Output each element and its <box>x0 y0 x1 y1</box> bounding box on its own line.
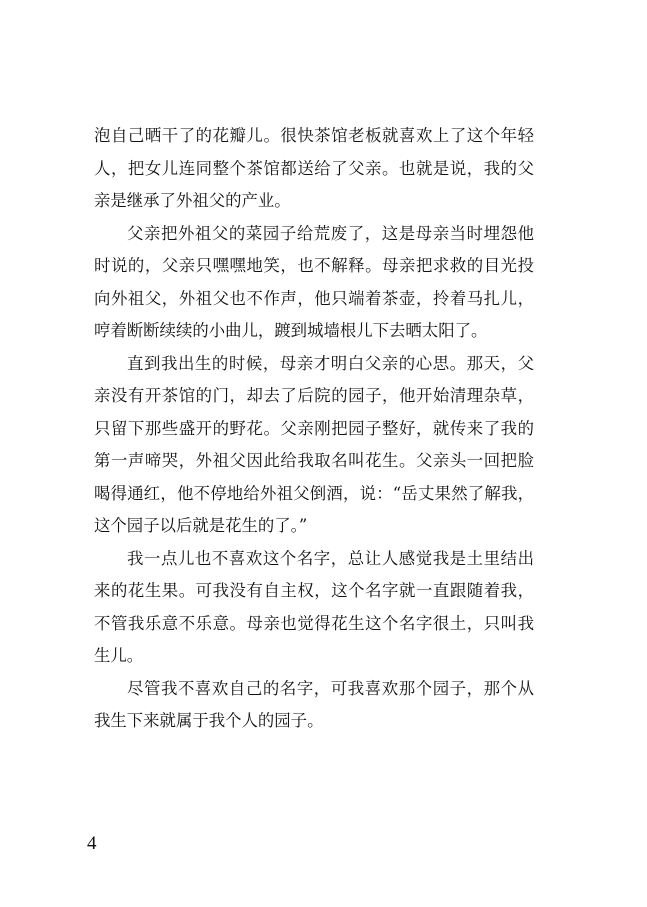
text-line: 这个园子以后就是花生的了。” <box>94 516 308 535</box>
text-line: 向外祖父，外祖父也不作声，他只端着茶壶，拎着马扎儿， <box>94 288 534 308</box>
text-line: 亲是继承了外祖父的产业。 <box>94 191 291 210</box>
text-line: 尽管我不喜欢自己的名字，可我喜欢那个园子，那个从 <box>127 678 534 698</box>
text-line: 亲没有开茶馆的门，却去了后院的园子，他开始清理杂草， <box>94 386 534 405</box>
body-text <box>94 120 534 738</box>
text-line: 不管我乐意不乐意。母亲也觉得花生这个名字很土，只叫我 <box>94 613 534 633</box>
text-line: 哼着断断续续的小曲儿，踱到城墙根儿下去晒太阳了。 <box>94 321 488 340</box>
text-line: 泡自己晒干了的花瓣儿。很快茶馆老板就喜欢上了这个年轻 <box>94 126 534 145</box>
text-line: 我一点儿也不喜欢这个名字，总让人感觉我是土里结出 <box>127 548 534 568</box>
text-line: 生儿。 <box>94 646 144 665</box>
page-number: 4 <box>87 833 97 854</box>
text-line: 我生下来就属于我个人的园子。 <box>94 711 324 730</box>
text-line: 来的花生果。可我没有自主权，这个名字就一直跟随着我， <box>94 581 534 600</box>
text-line: 直到我出生的时候，母亲才明白父亲的心思。那天，父 <box>127 353 534 373</box>
text-line: 第一声啼哭，外祖父因此给我取名叫花生。父亲头一回把脸 <box>94 451 534 470</box>
text-line: 喝得通红，他不停地给外祖父倒酒，说：“岳丈果然了解我， <box>94 483 534 503</box>
text-line: 时说的，父亲只嘿嘿地笑，也不解释。母亲把求救的目光投 <box>94 256 534 275</box>
text-line: 只留下那些盛开的野花。父亲刚把园子整好，就传来了我的 <box>94 418 534 438</box>
text-line: 父亲把外祖父的菜园子给荒废了，这是母亲当时埋怨他 <box>127 223 534 243</box>
text-line: 人，把女儿连同整个茶馆都送给了父亲。也就是说，我的父 <box>94 158 534 178</box>
